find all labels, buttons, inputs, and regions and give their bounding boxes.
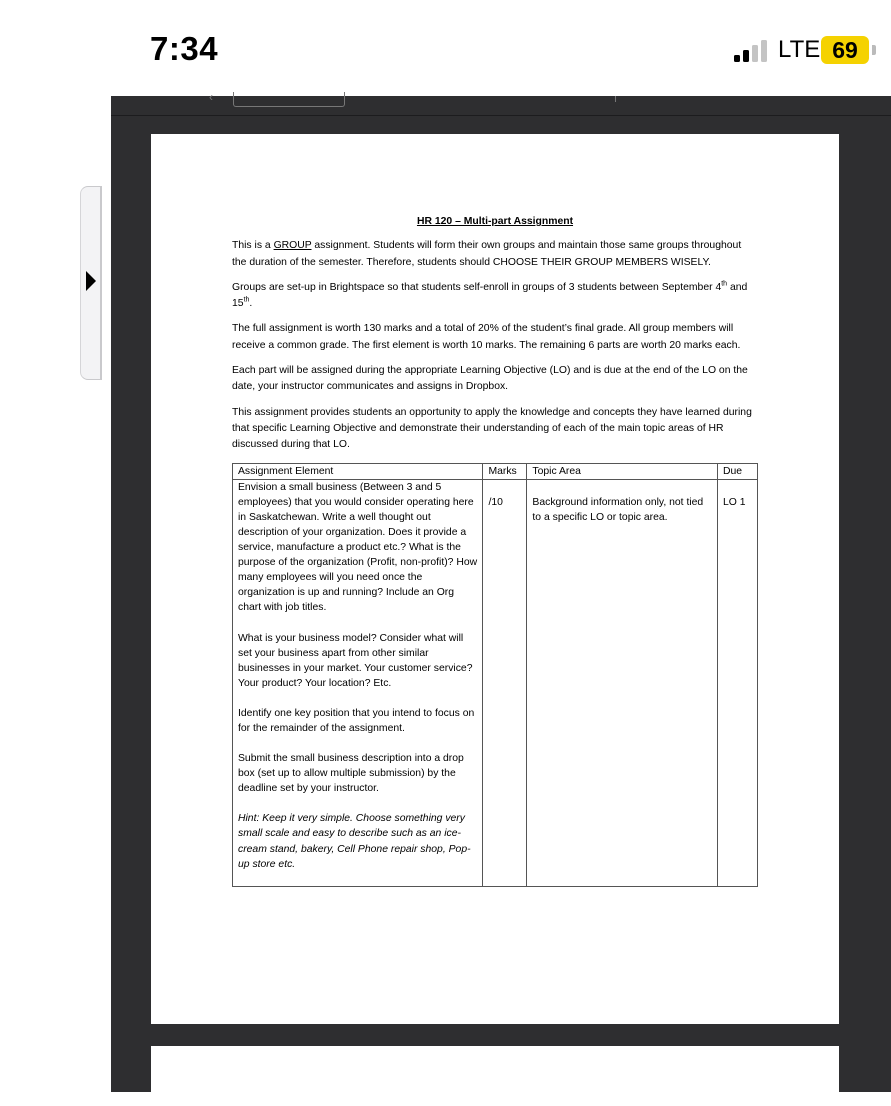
- paragraph-text: This is a: [232, 240, 274, 252]
- status-time: 7:34: [150, 30, 219, 67]
- cell-assignment-element: [233, 479, 483, 886]
- paragraph-text: Groups are set-up in Brightspace so that students self-enroll in groups of 3 students between September 4: [232, 281, 722, 293]
- document-content: [232, 214, 758, 887]
- cell-topic-area: Background information only, not tied to a specific LO or topic area.: [527, 479, 718, 886]
- document-viewer[interactable]: [111, 90, 891, 1092]
- cell-due: LO 1: [718, 479, 758, 886]
- sidebar-toggle[interactable]: [80, 186, 102, 380]
- toolbar-divider: [615, 96, 616, 102]
- element-hint: Hint: Keep it very simple. Choose something very small scale and easy to describe such as an ice-cream stand, bakery, Cell Phone repair shop, Pop-up store etc.: [238, 813, 471, 870]
- header-topic-area: Topic Area: [527, 463, 718, 479]
- battery-level: 69: [821, 36, 869, 64]
- header-marks: Marks: [483, 463, 527, 479]
- paragraph-purpose: This assignment provides students an opportunity to apply the knowledge and concepts they have learned during that specific Learning Objective and demonstrate their understanding of each of the main topic areas of HR discussed during that LO.: [232, 406, 752, 451]
- network-type: LTE: [778, 36, 821, 63]
- header-assignment-element: Assignment Element: [233, 463, 483, 479]
- superscript: th: [243, 296, 250, 304]
- header-due: Due: [718, 463, 758, 479]
- element-key-position: Identify one key position that you intend to focus on for the remainder of the assignment.: [238, 707, 475, 734]
- next-document-page: [151, 1046, 839, 1106]
- paragraph-enrollment: [232, 280, 758, 313]
- table-row: [233, 479, 758, 886]
- chevron-left-icon[interactable]: ‹: [209, 90, 213, 104]
- table-header-row: [233, 463, 758, 479]
- signal-strength-icon: [734, 38, 774, 62]
- status-bar: [0, 0, 891, 96]
- toolbar-field[interactable]: [233, 92, 345, 107]
- superscript: th: [721, 280, 728, 288]
- element-description: Envision a small business (Between 3 and 5 employees) that you would consider operating here in Saskatchewan. Write a well thought out description of your organization. Does it provide a service, manufacture a product etc.? What is the purpose of the organization (Profit, non-profit)? How many employees will you need once the organization is up and running? Include an Org chart with job titles.: [238, 481, 478, 614]
- battery-icon: [872, 45, 876, 55]
- cell-marks: /10: [483, 479, 527, 886]
- assignment-table: [232, 463, 758, 887]
- group-emphasis: GROUP: [273, 240, 312, 252]
- paragraph-due: Each part will be assigned during the appropriate Learning Objective (LO) and is due at the end of the LO on the date, your instructor communicates and assigns in Dropbox.: [232, 365, 748, 393]
- paragraph-marks: The full assignment is worth 130 marks and a total of 20% of the student’s final grade. All group members will receive a common grade. The first element is worth 10 marks. The remaining 6 parts are worth 20 marks each.: [232, 323, 741, 351]
- element-business-model: What is your business model? Consider what will set your business apart from other similar businesses in your market. Your customer service? Your product? Your location? Etc.: [238, 632, 473, 689]
- paragraph-text: and 15: [232, 281, 748, 310]
- paragraph-group-info: [232, 238, 758, 271]
- document-title: HR 120 – Multi-part Assignment: [416, 216, 574, 227]
- document-page: [151, 134, 839, 1024]
- paragraph-text: assignment. Students will form their own groups and maintain those same groups throughout the duration of the semester. Therefore, students should CHOOSE THEIR GROUP MEMBERS WISELY.: [232, 240, 742, 268]
- element-submission: Submit the small business description into a drop box (set up to allow multiple submission) by the deadline set by your instructor.: [238, 753, 464, 795]
- paragraph-text: .: [249, 298, 253, 310]
- play-arrow-icon: [86, 271, 96, 291]
- viewer-toolbar: [111, 90, 891, 116]
